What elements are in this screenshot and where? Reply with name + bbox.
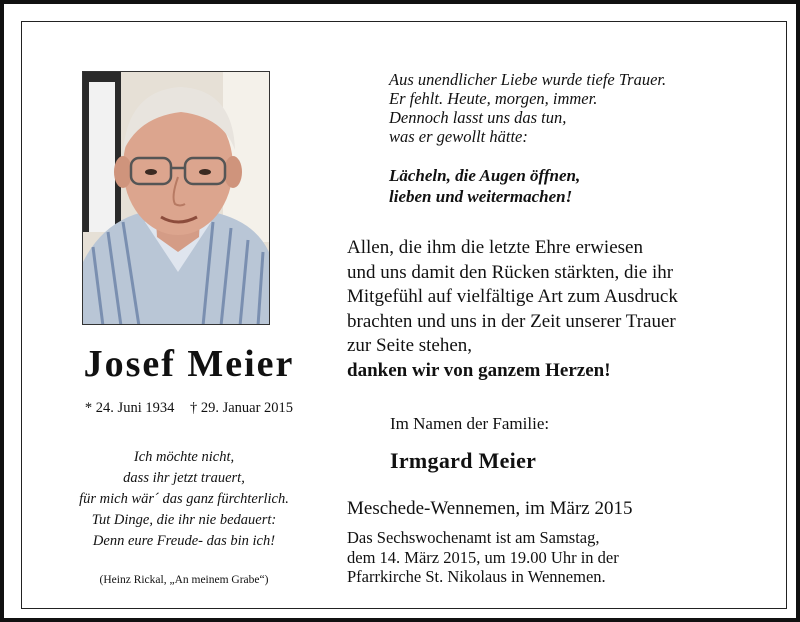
service-line: dem 14. März 2015, um 19.00 Uhr in der [347, 547, 619, 567]
life-dates [34, 400, 344, 417]
poem-line: Tut Dinge, die ihr nie bedauert: [91, 512, 277, 528]
quote-bold-line: lieben und weitermachen! [389, 187, 573, 206]
quote-line: was er gewollt hätte: [389, 127, 528, 146]
thanks-line: Mitgefühl auf vielfältige Art zum Ausdruck [347, 286, 678, 307]
quote-line: Dennoch lasst uns das tun, [389, 108, 567, 127]
quote-bold-line: Lächeln, die Augen öffnen, [389, 166, 581, 185]
family-label: Im Namen der Familie: [390, 414, 550, 433]
service-info [347, 528, 787, 587]
poem-line: dass ihr jetzt trauert, [123, 470, 245, 486]
death-date: † 29. Januar 2015 [189, 400, 294, 416]
thanks-line: zur Seite stehen, [347, 335, 473, 356]
quote-line: Aus unendlicher Liebe wurde tiefe Trauer. [389, 70, 667, 89]
quote-block [389, 70, 779, 146]
thanks-line: und uns damit den Rücken stärkten, die ihr [347, 261, 674, 283]
poem-source: (Heinz Rickal, „An meinem Grabe“) [99, 574, 269, 586]
left-poem [24, 447, 344, 552]
service-line: Pfarrkirche St. Nikolaus in Wennemen. [347, 567, 606, 586]
family-name: Irmgard Meier [390, 448, 537, 473]
quote-bold-block [389, 165, 779, 207]
quote-line: Er fehlt. Heute, morgen, immer. [389, 89, 598, 108]
poem-line: Ich möchte nicht, [133, 449, 235, 465]
thanks-block [347, 236, 787, 383]
thanks-line: Allen, die ihm die letzte Ehre erwiesen [347, 237, 643, 258]
poem-line: für mich wär´ das ganz fürchterlich. [79, 491, 289, 507]
poem-line: Denn eure Freude- das bin ich! [92, 533, 276, 549]
portrait-photo [82, 71, 270, 325]
portrait-illustration [83, 72, 270, 325]
thanks-line: brachten und uns in der Zeit unserer Trauer [347, 310, 676, 332]
thanks-bold-line: danken wir von ganzem Herzen! [347, 359, 611, 381]
deceased-name: Josef Meier [83, 343, 295, 385]
birth-date: * 24. Juni 1934 [84, 400, 175, 416]
place-date: Meschede-Wennemen, im März 2015 [347, 498, 633, 519]
service-line: Das Sechswochenamt ist am Samstag, [347, 528, 600, 547]
